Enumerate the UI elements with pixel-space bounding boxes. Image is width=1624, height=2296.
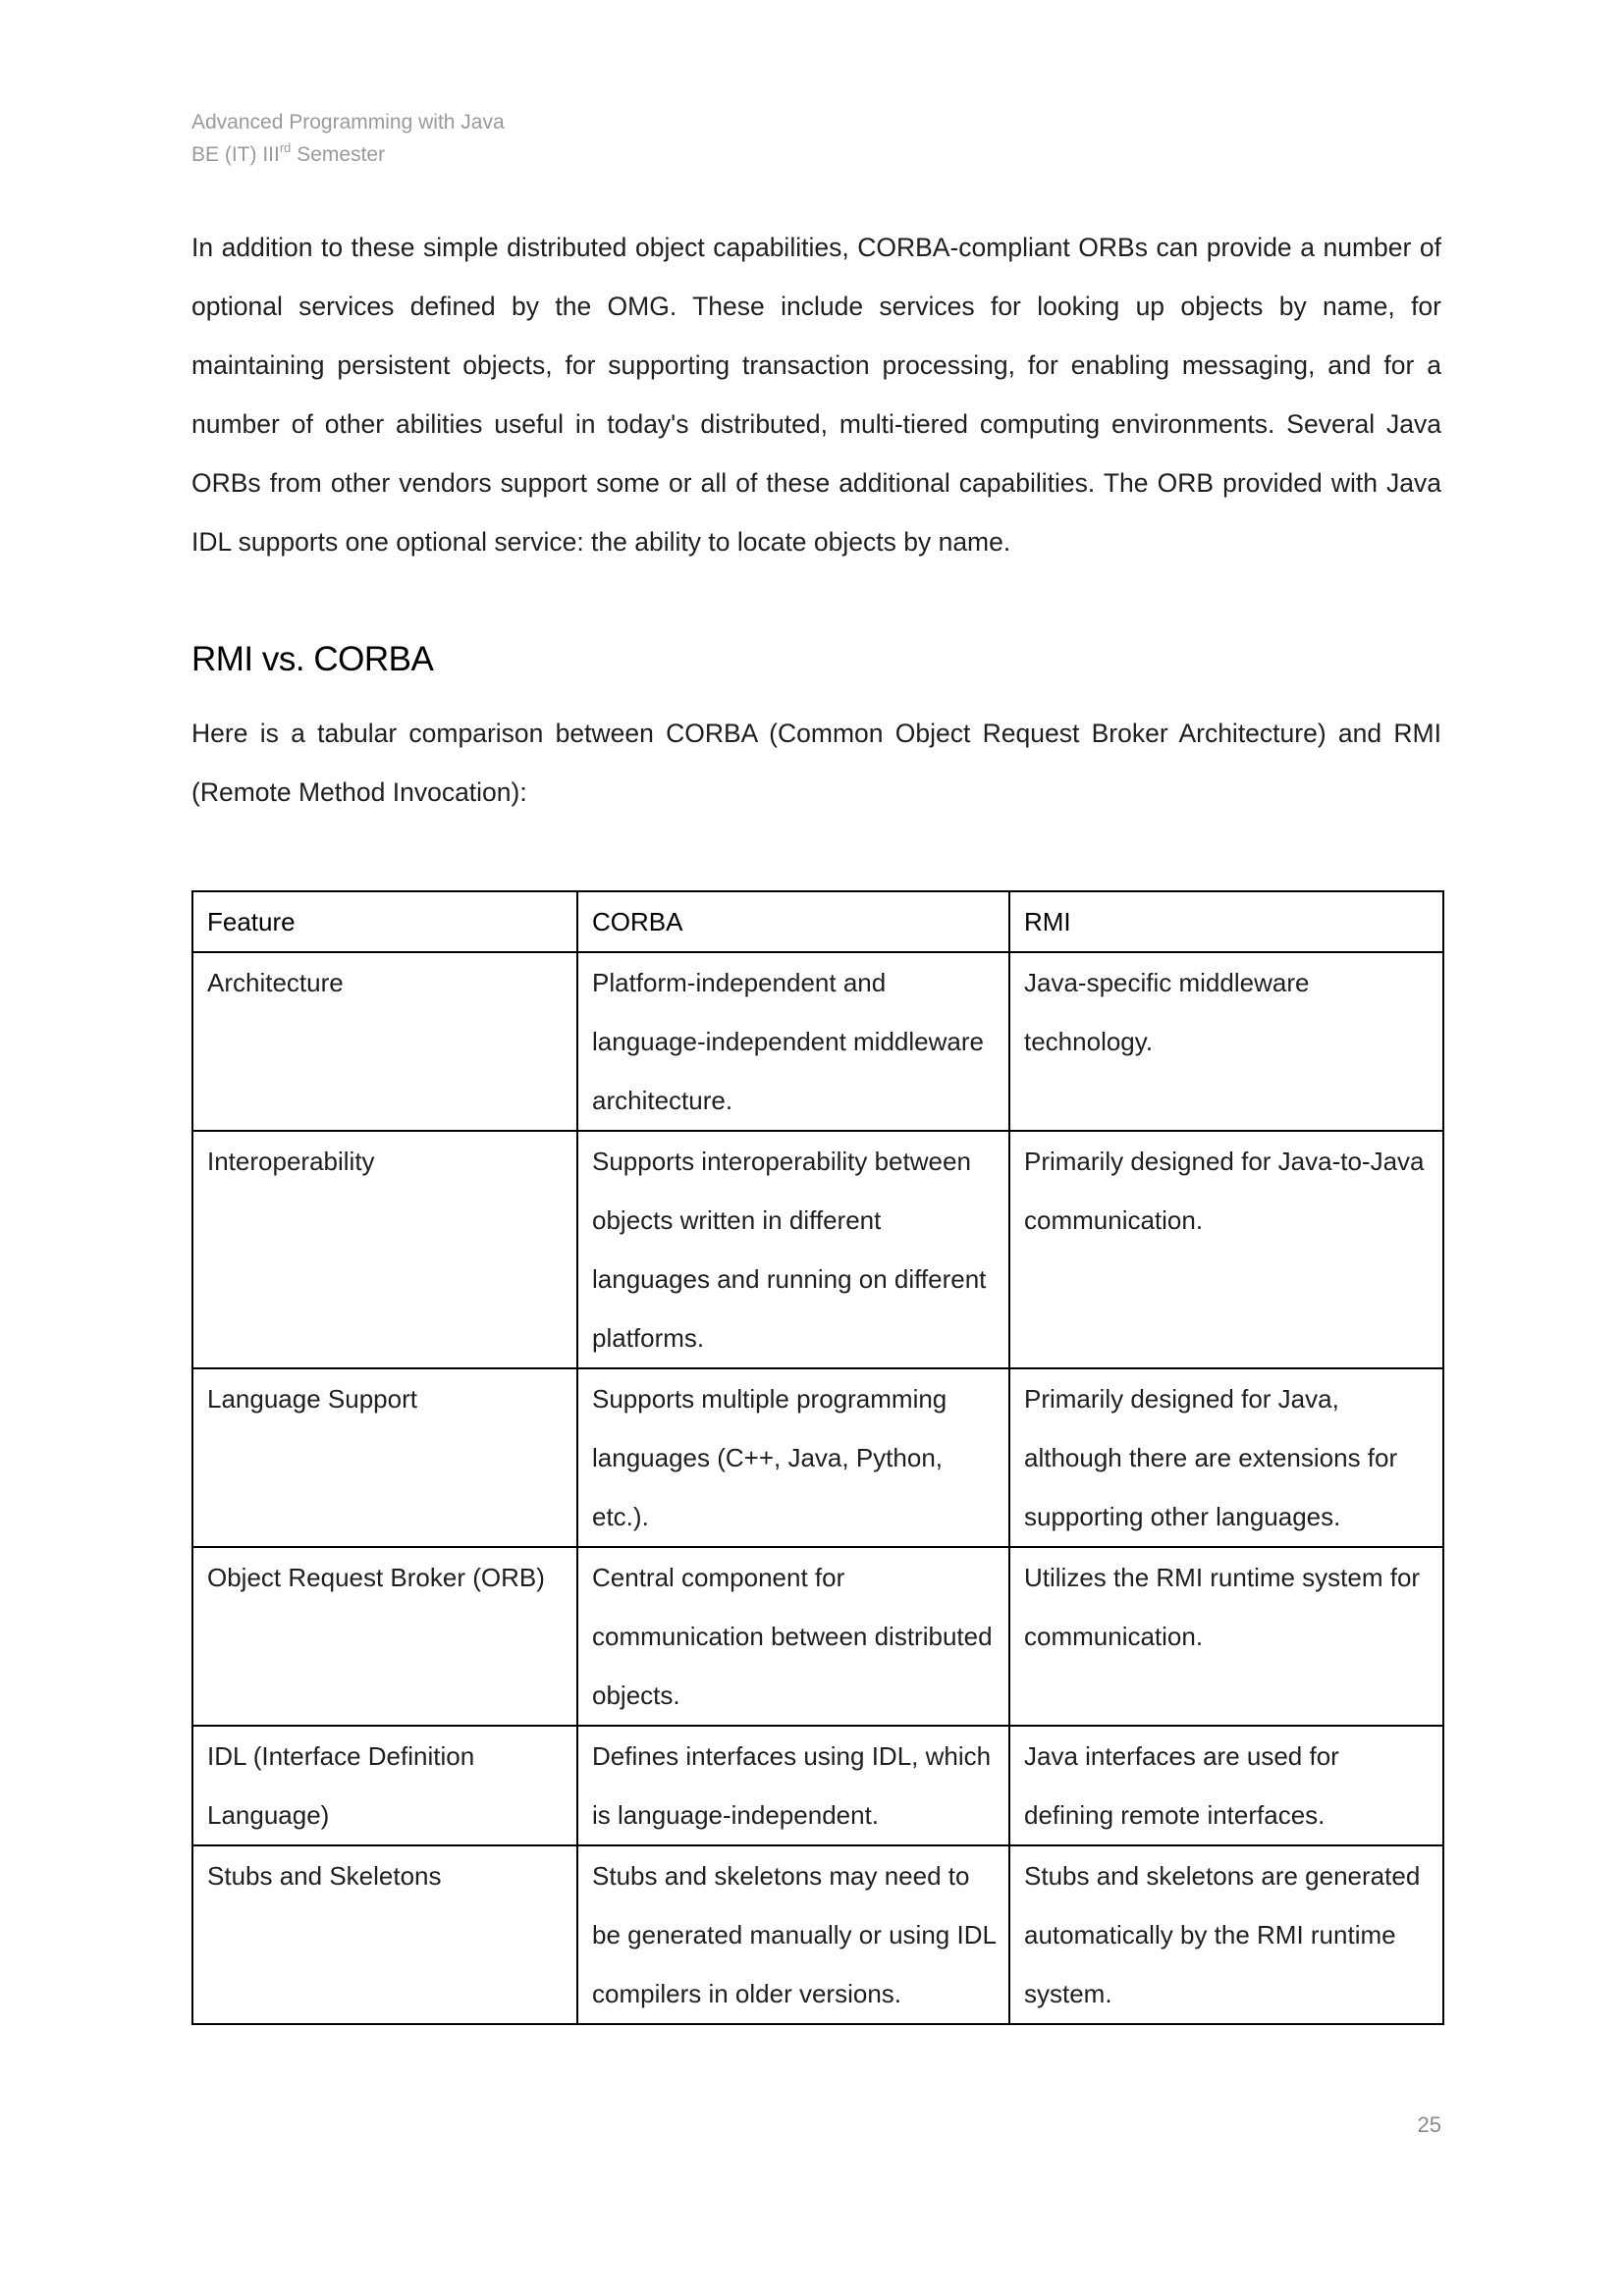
rmi-cell: Stubs and skeletons are generated automatically by the RMI runtime system.	[1009, 1845, 1443, 2024]
feature-cell: Interoperability	[192, 1131, 577, 1368]
feature-cell: IDL (Interface Definition Language)	[192, 1726, 577, 1845]
intro-paragraph: In addition to these simple distributed object capabilities, CORBA-compliant ORBs can provide a number of optional services defined by the OMG. These include services for looking up objects by name, for maintaining persistent objects, for supporting transaction processing, for enabling messaging, and for a number of other abilities useful in today's distributed, multi-tiered computing environments. Several Java ORBs from other vendors support some or all of these additional capabilities. The ORB provided with Java IDL supports one optional service: the ability to locate objects by name.	[191, 233, 1441, 557]
feature-cell: Object Request Broker (ORB)	[192, 1547, 577, 1726]
section-lead-paragraph: Here is a tabular comparison between CORBA (Common Object Request Broker Architecture) and RMI (Remote Method Invocation):	[191, 719, 1441, 807]
table-row	[192, 1726, 1443, 1845]
corba-cell: Platform-independent and language-independent middleware architecture.	[577, 952, 1009, 1131]
column-header-rmi: RMI	[1009, 891, 1443, 952]
semester-suffix: Semester	[291, 143, 386, 166]
page-number: 25	[1417, 2112, 1441, 2137]
table-row	[192, 1547, 1443, 1726]
semester-line	[191, 138, 505, 171]
semester-superscript: rd	[279, 140, 292, 155]
rmi-cell: Primarily designed for Java-to-Java communication.	[1009, 1131, 1443, 1368]
table-row	[192, 1845, 1443, 2024]
feature-cell: Language Support	[192, 1368, 577, 1547]
running-header	[191, 106, 505, 171]
feature-cell: Architecture	[192, 952, 577, 1131]
rmi-cell: Primarily designed for Java, although there are extensions for supporting other languages.	[1009, 1368, 1443, 1547]
rmi-cell: Java interfaces are used for defining remote interfaces.	[1009, 1726, 1443, 1845]
rmi-cell: Utilizes the RMI runtime system for communication.	[1009, 1547, 1443, 1726]
corba-cell: Supports multiple programming languages (C++, Java, Python, etc.).	[577, 1368, 1009, 1547]
corba-cell: Stubs and skeletons may need to be generated manually or using IDL compilers in older versions.	[577, 1845, 1009, 2024]
rmi-cell: Java-specific middleware technology.	[1009, 952, 1443, 1131]
column-header-feature: Feature	[192, 891, 577, 952]
table-row	[192, 1131, 1443, 1368]
section-heading: RMI vs. CORBA	[191, 640, 434, 678]
course-title: Advanced Programming with Java	[191, 111, 505, 133]
semester-prefix: BE (IT) III	[191, 143, 280, 166]
corba-cell: Defines interfaces using IDL, which is language-independent.	[577, 1726, 1009, 1845]
column-header-corba: CORBA	[577, 891, 1009, 952]
table-row	[192, 1368, 1443, 1547]
corba-cell: Supports interoperability between objects written in different languages and running on different platforms.	[577, 1131, 1009, 1368]
table-row	[192, 952, 1443, 1131]
comparison-table	[191, 890, 1444, 2025]
table-header-row	[192, 891, 1443, 952]
feature-cell: Stubs and Skeletons	[192, 1845, 577, 2024]
corba-cell: Central component for communication between distributed objects.	[577, 1547, 1009, 1726]
